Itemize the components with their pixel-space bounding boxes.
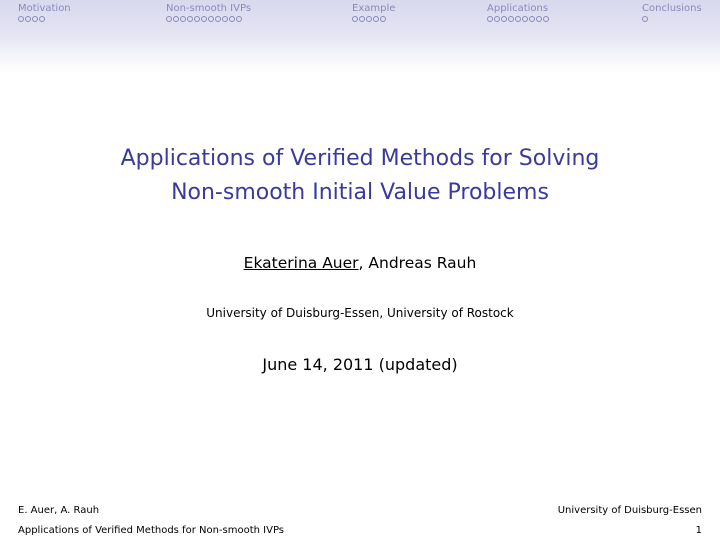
authors: [0, 254, 720, 272]
nav-frame-dot[interactable]: [380, 16, 386, 22]
nav-frame-dot[interactable]: [215, 16, 221, 22]
nav-frame-dots[interactable]: [166, 16, 251, 25]
nav-frame-dot[interactable]: [194, 16, 200, 22]
nav-frame-dot[interactable]: [39, 16, 45, 22]
nav-frame-dot[interactable]: [180, 16, 186, 22]
nav-frame-dot[interactable]: [166, 16, 172, 22]
footer-institution: University of Duisburg-Essen: [557, 505, 702, 516]
nav-frame-dot[interactable]: [529, 16, 535, 22]
nav-section-non-smooth-ivps[interactable]: [166, 3, 251, 25]
nav-frame-dot[interactable]: [229, 16, 235, 22]
author-separator: ,: [358, 254, 369, 272]
nav-frame-dot[interactable]: [494, 16, 500, 22]
nav-frame-dots[interactable]: [487, 16, 550, 25]
nav-frame-dot[interactable]: [25, 16, 31, 22]
footer-authors: E. Auer, A. Rauh: [18, 505, 100, 516]
nav-frame-dot[interactable]: [201, 16, 207, 22]
nav-frame-dots[interactable]: [352, 16, 395, 25]
title-line-2: Non-smooth Initial Value Problems: [171, 180, 549, 205]
title-line-1: Applications of Verified Methods for Solving: [120, 146, 600, 171]
nav-frame-dots[interactable]: [18, 16, 71, 25]
affiliation: University of Duisburg-Essen, University of Rostock: [206, 306, 514, 320]
nav-frame-dot[interactable]: [236, 16, 242, 22]
nav-frame-dot[interactable]: [173, 16, 179, 22]
nav-frame-dot[interactable]: [373, 16, 379, 22]
nav-frame-dots[interactable]: [642, 16, 702, 25]
nav-frame-dot[interactable]: [18, 16, 24, 22]
nav-frame-dot[interactable]: [515, 16, 521, 22]
nav-section-motivation[interactable]: [18, 3, 71, 25]
coauthor-name: Andreas Rauh: [368, 254, 477, 272]
nav-frame-dot[interactable]: [366, 16, 372, 22]
nav-frame-dot[interactable]: [522, 16, 528, 22]
nav-frame-dot[interactable]: [359, 16, 365, 22]
nav-section-label[interactable]: Motivation: [18, 3, 71, 14]
footer-page-number: 1: [695, 525, 702, 536]
nav-frame-dot[interactable]: [508, 16, 514, 22]
nav-section-label[interactable]: Non-smooth IVPs: [166, 3, 252, 14]
nav-frame-dot[interactable]: [32, 16, 38, 22]
nav-section-label[interactable]: Applications: [487, 3, 549, 14]
nav-frame-dot[interactable]: [536, 16, 542, 22]
navigation-bar: [0, 0, 720, 72]
presentation-title: [0, 142, 720, 210]
footer-short-title: Applications of Verified Methods for Non-smooth IVPs: [18, 525, 285, 536]
nav-section-example[interactable]: [352, 3, 395, 25]
nav-section-conclusions[interactable]: [642, 3, 702, 25]
nav-section-label[interactable]: Example: [352, 3, 396, 14]
nav-frame-dot[interactable]: [543, 16, 549, 22]
nav-frame-dot[interactable]: [501, 16, 507, 22]
nav-section-applications[interactable]: [487, 3, 550, 25]
nav-frame-dot[interactable]: [352, 16, 358, 22]
nav-frame-dot[interactable]: [187, 16, 193, 22]
nav-frame-dot[interactable]: [487, 16, 493, 22]
presenter-name: Ekaterina Auer: [243, 254, 359, 272]
nav-frame-dot[interactable]: [222, 16, 228, 22]
nav-section-label[interactable]: Conclusions: [642, 3, 702, 14]
presentation-date: June 14, 2011 (updated): [262, 355, 458, 374]
nav-frame-dot[interactable]: [642, 16, 648, 22]
nav-frame-dot[interactable]: [208, 16, 214, 22]
